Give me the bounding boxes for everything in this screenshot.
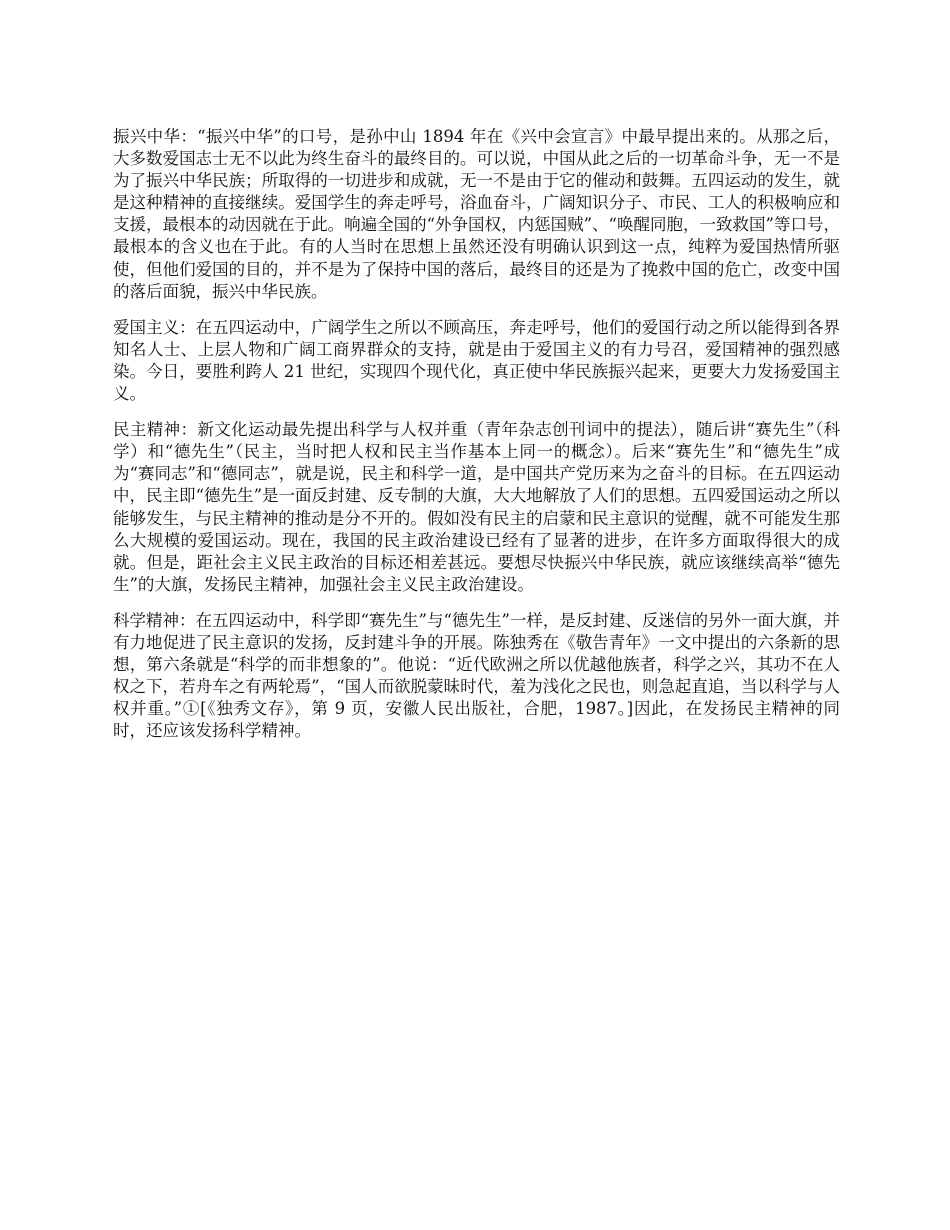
paragraph-scientific-spirit: 科学精神：在五四运动中，科学即“赛先生”与“德先生”一样，是反封建、反迷信的另外一面大旗，并有力地促进了民主意识的发扬，反封建斗争的开展。陈独秀在《敬告青年》一文中提出的六条新的思想，第六条就是“科学的而非想象的”。他说：“近代欧洲之所以优越他族者，科学之兴，其功不在人权之下，若舟车之有两轮焉”，“国人而欲脱蒙昧时代，羞为浅化之民也，则急起直追，当以科学与人权并重。”①[《独秀文存》，第 9 页，安徽人民出版社，合肥，1987。]因此，在发扬民主精神的同时，还应该发扬科学精神。 [113,610,840,741]
paragraph-revitalize-china: 振兴中华：“振兴中华”的口号，是孙中山 1894 年在《兴中会宣言》中最早提出来的。从那之后，大多数爱国志士无不以此为终生奋斗的最终目的。可以说，中国从此之后的一切革命斗争，无一不是为了振兴中华民族；所取得的一切进步和成就，无一不是由于它的催动和鼓舞。五四运动的发生，就是这种精神的直接继续。爱国学生的奔走呼号，浴血奋斗，广阔知识分子、市民、工人的积极响应和支援，最根本的动因就在于此。响遍全国的“外争国权，内惩国贼”、“唤醒同胞，一致救国”等口号，最根本的含义也在于此。有的人当时在思想上虽然还没有明确认识到这一点，纯粹为爱国热情所驱使，但他们爱国的目的，并不是为了保持中国的落后，最终目的还是为了挽救中国的危亡，改变中国的落后面貌，振兴中华民族。 [113,127,840,301]
paragraph-democratic-spirit: 民主精神：新文化运动最先提出科学与人权并重（青年杂志创刊词中的提法），随后讲“赛先生”（科学）和“德先生”（民主，当时把人权和民主当作基本上同一的概念）。后来“赛先生”和“德先生”成为“赛同志”和“德同志”，就是说，民主和科学一道，是中国共产党历来为之奋斗的目标。在五四运动中，民主即“德先生”是一面反封建、反专制的大旗，大大地解放了人们的思想。五四爱国运动之所以能够发生，与民主精神的推动是分不开的。假如没有民主的启蒙和民主意识的觉醒，就不可能发生那么大规模的爱国运动。现在，我国的民主政治建设已经有了显著的进步，在许多方面取得很大的成就。但是，距社会主义民主政治的目标还相差甚远。要想尽快振兴中华民族，就应该继续高举“德先生”的大旗，发扬民主精神，加强社会主义民主政治建设。 [113,420,840,594]
document-body [113,126,840,756]
paragraph-patriotism: 爱国主义：在五四运动中，广阔学生之所以不顾高压，奔走呼号，他们的爱国行动之所以能得到各界知名人士、上层人物和广阔工商界群众的支持，就是由于爱国主义的有力号召，爱国精神的强烈感染。今日，要胜利跨人 21 世纪，实现四个现代化，真正使中华民族振兴起来，更要大力发扬爱国主义。 [113,317,840,404]
